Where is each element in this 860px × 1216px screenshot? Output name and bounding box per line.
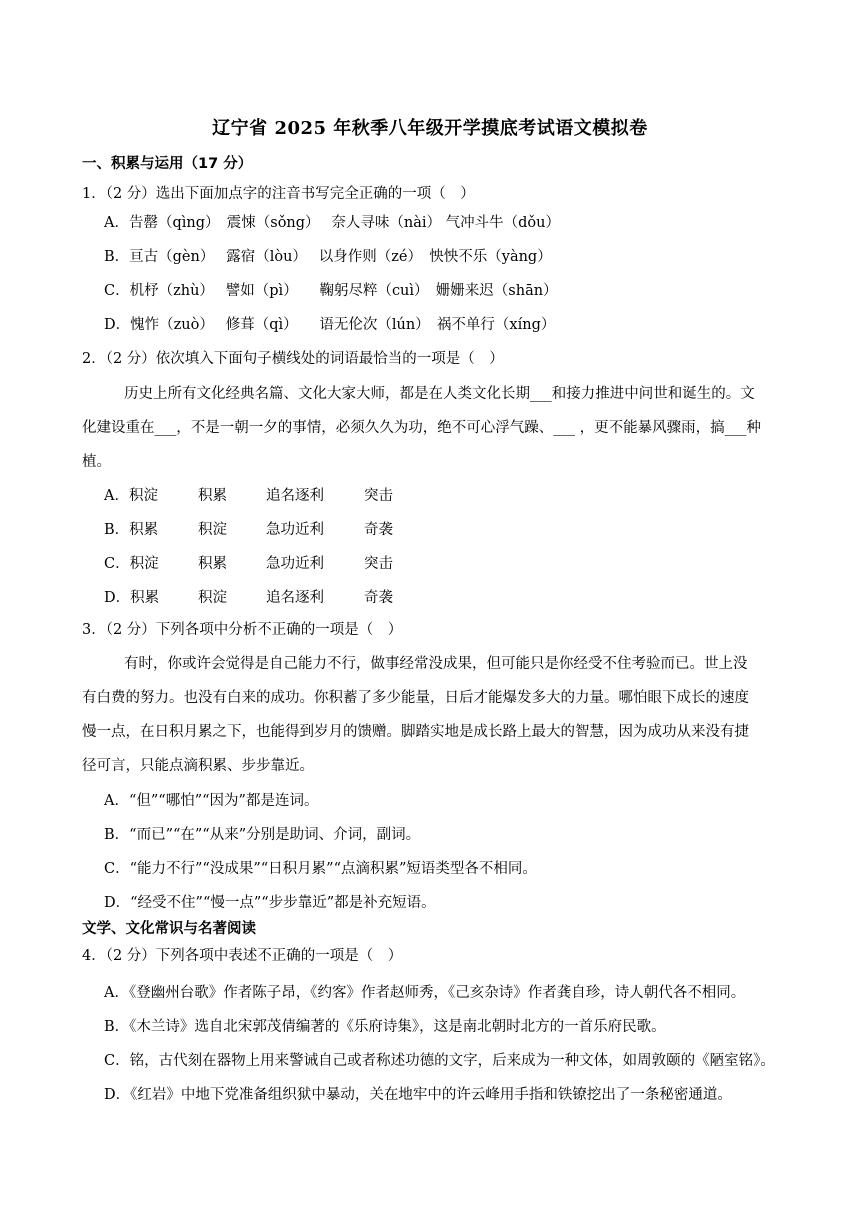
q3-option-b: B．“而已”“在”“从来”分别是助词、介词，副词。 — [104, 827, 421, 843]
question-2-stem: 2．（2 分）依次填入下面句子横线处的词语最恰当的一项是（ ） — [82, 351, 504, 367]
q2-option-cell: 突击 — [364, 556, 393, 572]
q3-option-c: C．“能力不行”“没成果”“日积月累”“点滴积累”短语类型各不相同。 — [104, 861, 537, 877]
q2-option-cell: 追名逐利 — [266, 590, 324, 606]
q3-passage-line: 径可言，只能点滴积累、步步靠近。 — [82, 758, 314, 774]
q3-passage-line: 慢一点，在日积月累之下，也能得到岁月的馈赠。脚踏实地是成长路上最大的智慧，因为成功从来没有捷 — [82, 724, 749, 740]
q2-option-cell: A．积淀 — [104, 488, 158, 504]
q4-option-d: D．《红岩》中地下党准备组织狱中暴动，关在地牢中的许云峰用手指和铁镣挖出了一条秘密通道。 — [104, 1087, 732, 1103]
q2-option-cell: 奇袭 — [364, 522, 393, 538]
q2-option-cell: 积累 — [198, 488, 227, 504]
q2-option-cell: D．积累 — [104, 590, 160, 606]
section-heading-1: 一、积累与运用（17 分） — [82, 156, 253, 172]
q2-option-cell: 积淀 — [198, 590, 227, 606]
q1-option-c: C．机杼（zhù） 譬如（pì） 鞠躬尽粹（cuì） 姗姗来迟（shān） — [104, 283, 558, 299]
section-heading-2: 文学、文化常识与名著阅读 — [82, 921, 256, 937]
q3-passage-line: 有白费的努力。也没有白来的成功。你积蓄了多少能量，日后才能爆发多大的力量。哪怕眼下成长的速度 — [82, 690, 749, 706]
q2-option-cell: 奇袭 — [364, 590, 393, 606]
q2-option-cell: 突击 — [364, 488, 393, 504]
q2-option-c — [104, 552, 393, 573]
q2-option-cell: C．积淀 — [104, 556, 159, 572]
question-1-stem: 1．（2 分）选出下面加点字的注音书写完全正确的一项（ ） — [82, 186, 475, 202]
q2-option-cell: 急功近利 — [266, 522, 324, 538]
q2-passage-line: 植。 — [82, 454, 111, 470]
q1-option-b: B．亘古（gèn） 露宿（lòu） 以身作则（zé） 怏怏不乐（yàng） — [104, 249, 552, 265]
page-title: 辽宁省 2025 年秋季八年级开学摸底考试语文模拟卷 — [212, 118, 648, 139]
q1-option-a: A．告罄（qìng） 震悚（sǒng） 奈人寻味（nài） 气冲斗牛（dǒu） — [104, 215, 560, 231]
q2-option-d — [104, 586, 393, 607]
q3-passage-line: 有时，你或许会觉得是自己能力不行，做事经常没成果，但可能只是你经受不住考验而已。世上没 — [124, 656, 748, 672]
question-3-stem: 3．（2 分）下列各项中分析不正确的一项是（ ） — [82, 622, 403, 638]
q2-passage-line: 历史上所有文化经典名篇、文化大家大师，都是在人类文化长期___和接力推进中问世和诞生的。文 — [124, 386, 755, 402]
q3-option-d: D．“经受不住”“慢一点”“步步靠近”都是补充短语。 — [104, 895, 436, 911]
q3-option-a: A．“但”“哪怕”“因为”都是连词。 — [104, 793, 319, 809]
q2-option-cell: 积淀 — [198, 522, 227, 538]
q2-passage-line: 化建设重在___，不是一朝一夕的事情，必须久久为功，绝不可心浮气躁、___ ，更不能暴风骤雨，搞___种 — [82, 420, 761, 436]
q2-option-cell: 积累 — [198, 556, 227, 572]
q4-option-b: B．《木兰诗》选自北宋郭茂倩编著的《乐府诗集》，这是南北朝时北方的一首乐府民歌。 — [104, 1019, 666, 1035]
q2-option-cell: B．积累 — [104, 522, 159, 538]
q4-option-c: C．铭，古代刻在器物上用来警诫自己或者称述功德的文字，后来成为一种文体，如周敦颐的《陋室铭》。 — [104, 1053, 775, 1069]
q1-option-d: D．愧怍（zuò） 修葺（qì） 语无伦次（lún） 祸不单行（xíng） — [104, 317, 556, 333]
q2-option-cell: 追名逐利 — [266, 488, 324, 504]
q2-option-cell: 急功近利 — [266, 556, 324, 572]
question-4-stem: 4．（2 分）下列各项中表述不正确的一项是（ ） — [82, 948, 403, 964]
q2-option-b — [104, 518, 393, 539]
q4-option-a: A．《登幽州台歌》作者陈子昂，《约客》作者赵师秀，《己亥杂诗》作者龚自珍，诗人朝代各不相同。 — [104, 985, 746, 1001]
q2-option-a — [104, 484, 393, 505]
